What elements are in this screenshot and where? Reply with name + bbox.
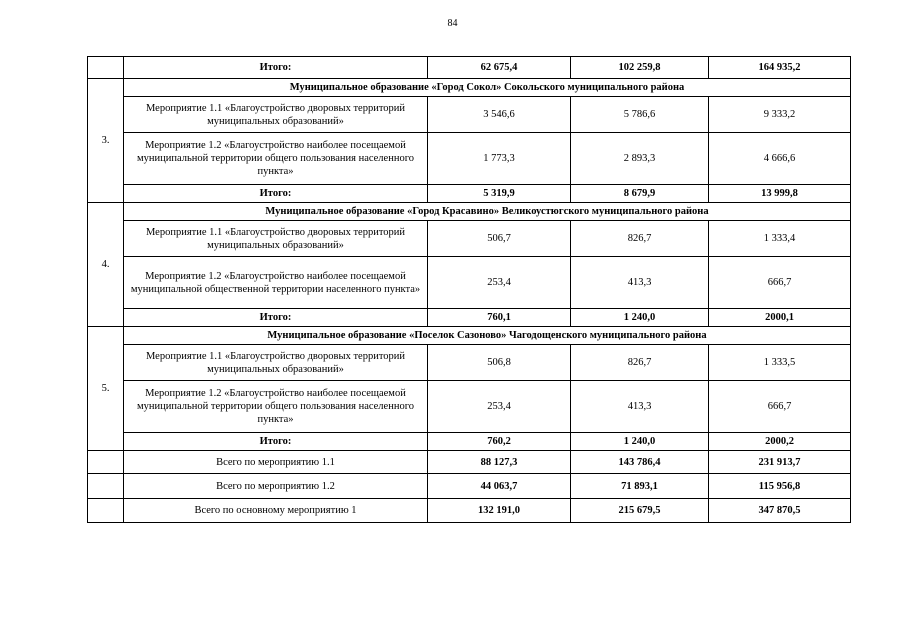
value-cell: 215 679,5: [571, 499, 709, 523]
value-cell: 231 913,7: [709, 451, 851, 474]
summary-row: [88, 474, 851, 499]
table-row-total: [88, 309, 851, 327]
total-label: Итого:: [124, 433, 428, 451]
value-cell: 760,2: [428, 433, 571, 451]
value-cell: 506,8: [428, 345, 571, 381]
value-cell: 826,7: [571, 345, 709, 381]
value-cell: 102 259,8: [571, 57, 709, 79]
value-cell: 2 893,3: [571, 133, 709, 185]
summary-label: Всего по мероприятию 1.1: [124, 451, 428, 474]
table-row: [88, 133, 851, 185]
value-cell: 1 333,5: [709, 345, 851, 381]
value-cell: 666,7: [709, 381, 851, 433]
table-row: [88, 257, 851, 309]
section-number: 5.: [88, 327, 124, 451]
value-cell: 62 675,4: [428, 57, 571, 79]
section-number: 4.: [88, 203, 124, 327]
section-title-row: [88, 79, 851, 97]
table-row: [88, 345, 851, 381]
value-cell: 347 870,5: [709, 499, 851, 523]
value-cell: 8 679,9: [571, 185, 709, 203]
value-cell: 253,4: [428, 257, 571, 309]
value-cell: 2000,1: [709, 309, 851, 327]
value-cell: 4 666,6: [709, 133, 851, 185]
budget-table: [87, 56, 851, 523]
summary-label: Всего по мероприятию 1.2: [124, 474, 428, 499]
value-cell: 164 935,2: [709, 57, 851, 79]
value-cell: 9 333,2: [709, 97, 851, 133]
value-cell: 115 956,8: [709, 474, 851, 499]
value-cell: 826,7: [571, 221, 709, 257]
value-cell: 5 786,6: [571, 97, 709, 133]
value-cell: 2000,2: [709, 433, 851, 451]
number-cell: [88, 57, 124, 79]
section-title: Муниципальное образование «Город Сокол» Сокольского муниципального района: [124, 79, 851, 97]
number-cell: [88, 474, 124, 499]
value-cell: 1 240,0: [571, 433, 709, 451]
measure-description: Мероприятие 1.2 «Благоустройство наиболее посещаемой муниципальной общественной территории населенного пункта»: [124, 257, 428, 309]
section-title: Муниципальное образование «Поселок Сазоново» Чагодощенского муниципального района: [124, 327, 851, 345]
total-label: Итого:: [124, 185, 428, 203]
table-row-total: [88, 185, 851, 203]
measure-description: Мероприятие 1.2 «Благоустройство наиболее посещаемой муниципальной территории общего пользования населенного пункта»: [124, 133, 428, 185]
value-cell: 413,3: [571, 257, 709, 309]
section-title: Муниципальное образование «Город Красавино» Великоустюгского муниципального района: [124, 203, 851, 221]
value-cell: 5 319,9: [428, 185, 571, 203]
value-cell: 413,3: [571, 381, 709, 433]
value-cell: 132 191,0: [428, 499, 571, 523]
value-cell: 760,1: [428, 309, 571, 327]
value-cell: 3 546,6: [428, 97, 571, 133]
value-cell: 666,7: [709, 257, 851, 309]
table-row: [88, 381, 851, 433]
section-title-row: [88, 327, 851, 345]
page-number: 84: [447, 18, 458, 29]
number-cell: [88, 451, 124, 474]
section-number: 3.: [88, 79, 124, 203]
value-cell: 71 893,1: [571, 474, 709, 499]
value-cell: 1 773,3: [428, 133, 571, 185]
summary-row: [88, 499, 851, 523]
summary-label: Всего по основному мероприятию 1: [124, 499, 428, 523]
value-cell: 1 240,0: [571, 309, 709, 327]
total-label: Итого:: [124, 57, 428, 79]
value-cell: 1 333,4: [709, 221, 851, 257]
value-cell: 143 786,4: [571, 451, 709, 474]
table-row: [88, 97, 851, 133]
measure-description: Мероприятие 1.2 «Благоустройство наиболее посещаемой муниципальной территории общего пользования населенного пункта»: [124, 381, 428, 433]
value-cell: 44 063,7: [428, 474, 571, 499]
value-cell: 13 999,8: [709, 185, 851, 203]
measure-description: Мероприятие 1.1 «Благоустройство дворовых территорий муниципальных образований»: [124, 97, 428, 133]
value-cell: 506,7: [428, 221, 571, 257]
summary-row: [88, 451, 851, 474]
table-row-total: [88, 433, 851, 451]
table-row-total: [88, 57, 851, 79]
table-row: [88, 221, 851, 257]
number-cell: [88, 499, 124, 523]
value-cell: 253,4: [428, 381, 571, 433]
measure-description: Мероприятие 1.1 «Благоустройство дворовых территорий муниципальных образований»: [124, 345, 428, 381]
value-cell: 88 127,3: [428, 451, 571, 474]
section-title-row: [88, 203, 851, 221]
total-label: Итого:: [124, 309, 428, 327]
measure-description: Мероприятие 1.1 «Благоустройство дворовых территорий муниципальных образований»: [124, 221, 428, 257]
